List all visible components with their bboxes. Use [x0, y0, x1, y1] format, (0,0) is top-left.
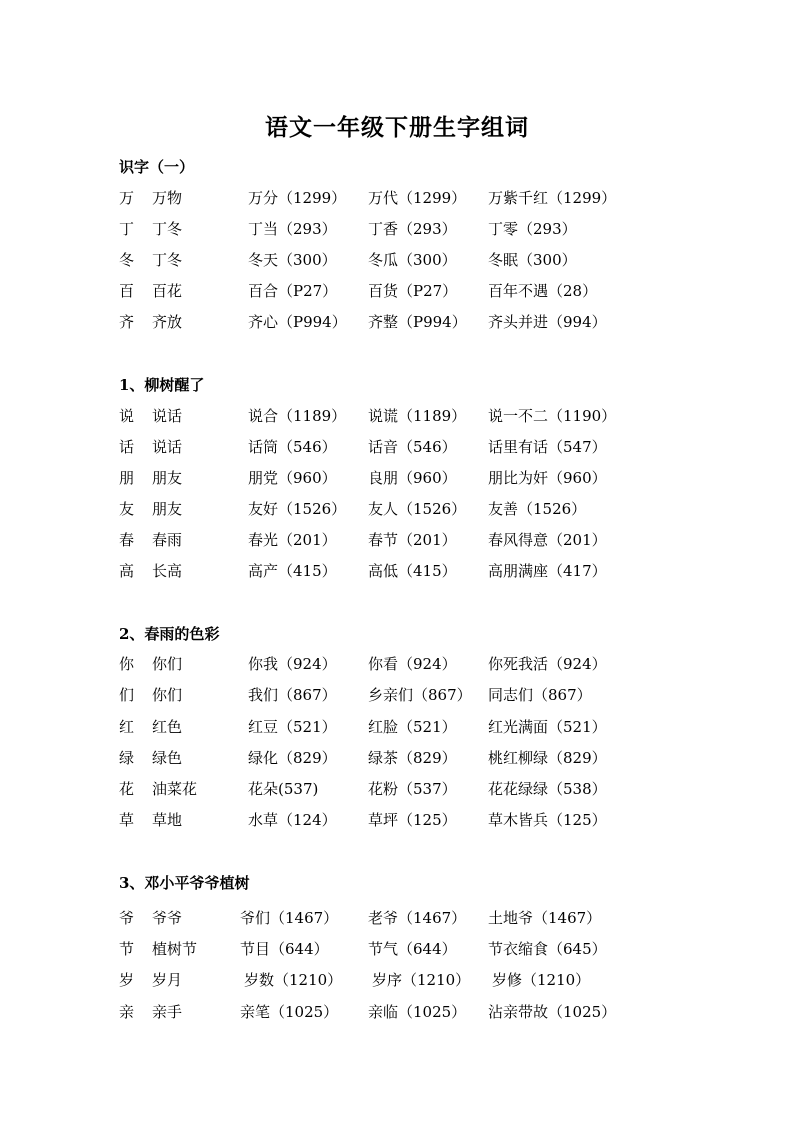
word-row: [0, 937, 794, 961]
word: 你们: [152, 655, 183, 673]
word: 岁修（1210）: [492, 971, 591, 989]
word-row: [0, 310, 794, 334]
word: 草坪（125）: [368, 811, 457, 829]
word: 你我（924）: [248, 655, 337, 673]
word: 丁香（293）: [368, 220, 457, 238]
character: 爷: [119, 909, 135, 927]
word: 万分（1299）: [248, 189, 347, 207]
word-row: [0, 652, 794, 676]
character: 朋: [119, 469, 135, 487]
character: 高: [119, 562, 135, 580]
word: 你们: [152, 686, 183, 704]
word: 春雨: [152, 531, 183, 549]
word-row: [0, 808, 794, 832]
word: 绿色: [152, 749, 183, 767]
character: 绿: [119, 749, 135, 767]
word: 万代（1299）: [368, 189, 467, 207]
word: 春风得意（201）: [488, 531, 607, 549]
word: 友善（1526）: [488, 500, 587, 518]
section-heading: 识字（一）: [119, 158, 195, 176]
word: 友人（1526）: [368, 500, 467, 518]
word: 水草（124）: [248, 811, 337, 829]
word: 冬瓜（300）: [368, 251, 457, 269]
word: 红脸（521）: [368, 718, 457, 736]
word-row: [0, 217, 794, 241]
word: 亲笔（1025）: [240, 1003, 339, 1021]
word: 乡亲们（867）: [368, 686, 472, 704]
word-row: [0, 435, 794, 459]
character: 草: [119, 811, 135, 829]
word-row: [0, 777, 794, 801]
word: 岁月: [152, 971, 183, 989]
word: 花花绿绿（538）: [488, 780, 607, 798]
word: 绿化（829）: [248, 749, 337, 767]
word: 朋友: [152, 500, 183, 518]
word: 红色: [152, 718, 183, 736]
word: 百花: [152, 282, 183, 300]
word: 花朵(537): [248, 780, 319, 798]
word: 红光满面（521）: [488, 718, 607, 736]
word: 高低（415）: [368, 562, 457, 580]
character: 冬: [119, 251, 135, 269]
word-row: [0, 968, 794, 992]
word: 老爷（1467）: [368, 909, 467, 927]
word-row: [0, 746, 794, 770]
character: 齐: [119, 313, 135, 331]
word: 万紫千红（1299）: [488, 189, 617, 207]
word: 友好（1526）: [248, 500, 347, 518]
word-row: [0, 404, 794, 428]
character: 们: [119, 686, 135, 704]
word: 红豆（521）: [248, 718, 337, 736]
word: 说话: [152, 438, 183, 456]
word: 油菜花: [152, 780, 198, 798]
word: 冬眠（300）: [488, 251, 577, 269]
word: 春光（201）: [248, 531, 337, 549]
word: 岁数（1210）: [244, 971, 343, 989]
character: 红: [119, 718, 135, 736]
word: 朋友: [152, 469, 183, 487]
word: 节气（644）: [368, 940, 457, 958]
word: 沾亲带故（1025）: [488, 1003, 617, 1021]
word: 齐整（P994）: [368, 313, 467, 331]
word: 你看（924）: [368, 655, 457, 673]
word-row: [0, 528, 794, 552]
word: 说话: [152, 407, 183, 425]
word: 草地: [152, 811, 183, 829]
character: 友: [119, 500, 135, 518]
word: 丁冬: [152, 251, 183, 269]
character: 百: [119, 282, 135, 300]
word: 朋比为奸（960）: [488, 469, 607, 487]
section-heading: 2、春雨的色彩: [119, 625, 220, 643]
section-heading: 3、邓小平爷爷植树: [119, 874, 250, 892]
word-row: [0, 466, 794, 490]
character: 丁: [119, 220, 135, 238]
character: 春: [119, 531, 135, 549]
word: 爷们（1467）: [240, 909, 339, 927]
word: 节目（644）: [240, 940, 329, 958]
word: 丁零（293）: [488, 220, 577, 238]
word: 说谎（1189）: [368, 407, 467, 425]
word: 齐放: [152, 313, 183, 331]
word: 百合（P27）: [248, 282, 338, 300]
word: 植树节: [152, 940, 198, 958]
word: 齐头并进（994）: [488, 313, 607, 331]
character: 你: [119, 655, 135, 673]
section-heading: 1、柳树醒了: [119, 376, 205, 394]
word: 话里有话（547）: [488, 438, 607, 456]
word-row: [0, 683, 794, 707]
character: 话: [119, 438, 135, 456]
word: 春节（201）: [368, 531, 457, 549]
word: 丁当（293）: [248, 220, 337, 238]
word: 说合（1189）: [248, 407, 347, 425]
word: 话音（546）: [368, 438, 457, 456]
word: 长高: [152, 562, 183, 580]
word-row: [0, 906, 794, 930]
word: 亲手: [152, 1003, 183, 1021]
word: 齐心（P994）: [248, 313, 347, 331]
character: 亲: [119, 1003, 135, 1021]
word: 良朋（960）: [368, 469, 457, 487]
word: 岁序（1210）: [372, 971, 471, 989]
word-row: [0, 248, 794, 272]
word: 亲临（1025）: [368, 1003, 467, 1021]
word: 冬天（300）: [248, 251, 337, 269]
word-row: [0, 497, 794, 521]
character: 万: [119, 189, 135, 207]
word: 土地爷（1467）: [488, 909, 602, 927]
word: 节衣缩食（645）: [488, 940, 607, 958]
word: 朋党（960）: [248, 469, 337, 487]
word-row: [0, 279, 794, 303]
word-row: [0, 715, 794, 739]
word: 百货（P27）: [368, 282, 458, 300]
word: 爷爷: [152, 909, 183, 927]
word: 同志们（867）: [488, 686, 592, 704]
word: 说一不二（1190）: [488, 407, 617, 425]
word: 高产（415）: [248, 562, 337, 580]
word: 桃红柳绿（829）: [488, 749, 607, 767]
word: 万物: [152, 189, 183, 207]
character: 说: [119, 407, 135, 425]
character: 岁: [119, 971, 135, 989]
document-title: 语文一年级下册生字组词: [265, 114, 529, 141]
word-row: [0, 1000, 794, 1024]
word: 话筒（546）: [248, 438, 337, 456]
word: 丁冬: [152, 220, 183, 238]
word: 草木皆兵（125）: [488, 811, 607, 829]
word: 百年不遇（28）: [488, 282, 598, 300]
word: 你死我活（924）: [488, 655, 607, 673]
word: 高朋满座（417）: [488, 562, 607, 580]
character: 节: [119, 940, 135, 958]
word-row: [0, 559, 794, 583]
word: 花粉（537）: [368, 780, 457, 798]
word: 绿茶（829）: [368, 749, 457, 767]
word: 我们（867）: [248, 686, 337, 704]
character: 花: [119, 780, 135, 798]
word-row: [0, 186, 794, 210]
